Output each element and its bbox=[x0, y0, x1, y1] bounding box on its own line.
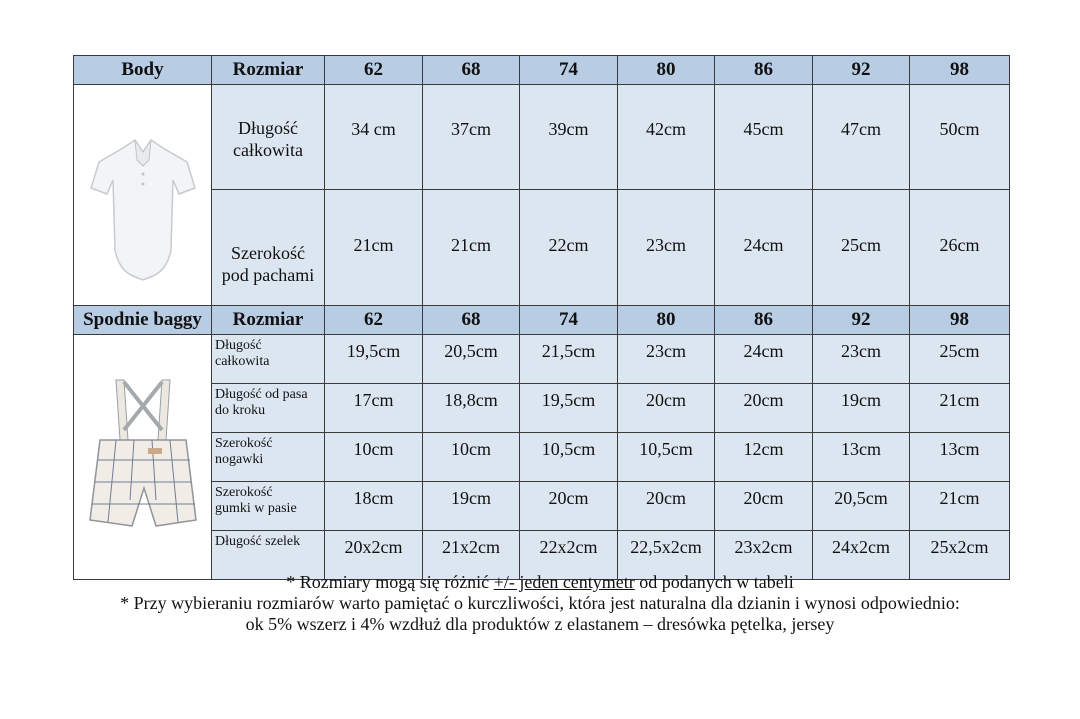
table-cell: 20cm bbox=[618, 482, 715, 531]
table-cell: 19,5cm bbox=[520, 384, 618, 433]
table-cell: 23cm bbox=[618, 335, 715, 384]
body-size-header: Rozmiar bbox=[212, 56, 325, 85]
pants-size-table bbox=[73, 305, 1010, 580]
baggy-shorts-icon bbox=[78, 370, 208, 545]
table-cell: 50cm bbox=[910, 85, 1010, 190]
row-label: Długość całkowita bbox=[212, 85, 325, 190]
table-cell: 25cm bbox=[910, 335, 1010, 384]
table-cell: 10,5cm bbox=[618, 433, 715, 482]
table-cell: 10cm bbox=[325, 433, 423, 482]
table-cell: 13cm bbox=[813, 433, 910, 482]
table-cell: 24cm bbox=[715, 335, 813, 384]
table-cell: 23cm bbox=[618, 190, 715, 335]
body-size-table bbox=[73, 55, 1010, 335]
size-header: 74 bbox=[520, 56, 618, 85]
table-cell: 24cm bbox=[715, 190, 813, 335]
table-cell: 45cm bbox=[715, 85, 813, 190]
size-header: 80 bbox=[618, 56, 715, 85]
size-header: 98 bbox=[910, 56, 1010, 85]
note-line-2: * Przy wybieraniu rozmiarów warto pamiętać o kurczliwości, która jest naturalna dla dzianin i wynosi odpowiednio: bbox=[120, 593, 960, 613]
row-label: Szerokość pod pachami bbox=[212, 190, 325, 335]
size-header: 92 bbox=[813, 56, 910, 85]
bodysuit-icon bbox=[83, 130, 203, 290]
note-underlined-text: +/- jeden centymetr bbox=[493, 572, 635, 592]
table-row bbox=[74, 482, 1010, 531]
table-cell: 21cm bbox=[910, 482, 1010, 531]
table-cell: 21cm bbox=[423, 190, 520, 335]
size-header: 86 bbox=[715, 56, 813, 85]
table-cell: 10,5cm bbox=[520, 433, 618, 482]
table-cell: 22,5x2cm bbox=[618, 531, 715, 580]
table-cell: 20x2cm bbox=[325, 531, 423, 580]
row-label: Długość szelek bbox=[212, 531, 325, 580]
size-header: 98 bbox=[910, 306, 1010, 335]
table-cell: 22x2cm bbox=[520, 531, 618, 580]
size-notes bbox=[0, 572, 1080, 635]
table-cell: 20cm bbox=[715, 482, 813, 531]
note-line-1: * Rozmiary mogą się różnić +/- jeden centymetr od podanych w tabeli bbox=[286, 572, 794, 592]
table-cell: 18cm bbox=[325, 482, 423, 531]
table-cell: 20,5cm bbox=[813, 482, 910, 531]
table-cell: 13cm bbox=[910, 433, 1010, 482]
table-cell: 19,5cm bbox=[325, 335, 423, 384]
table-cell: 20cm bbox=[618, 384, 715, 433]
baggy-shorts-image bbox=[74, 335, 212, 580]
table-cell: 25x2cm bbox=[910, 531, 1010, 580]
table-cell: 18,8cm bbox=[423, 384, 520, 433]
table-row bbox=[74, 384, 1010, 433]
table-cell: 25cm bbox=[813, 190, 910, 335]
table-cell: 19cm bbox=[813, 384, 910, 433]
table-cell: 12cm bbox=[715, 433, 813, 482]
table-cell: 42cm bbox=[618, 85, 715, 190]
table-cell: 21,5cm bbox=[520, 335, 618, 384]
table-cell: 22cm bbox=[520, 190, 618, 335]
table-cell: 39cm bbox=[520, 85, 618, 190]
table-cell: 26cm bbox=[910, 190, 1010, 335]
table-cell: 21cm bbox=[325, 190, 423, 335]
size-header: 92 bbox=[813, 306, 910, 335]
size-header: 86 bbox=[715, 306, 813, 335]
table-cell: 20cm bbox=[715, 384, 813, 433]
row-label: Długość całkowita bbox=[212, 335, 325, 384]
bodysuit-image bbox=[74, 85, 212, 335]
pants-title: Spodnie baggy bbox=[74, 306, 212, 335]
table-cell: 20cm bbox=[520, 482, 618, 531]
table-row bbox=[74, 85, 1010, 190]
table-cell: 17cm bbox=[325, 384, 423, 433]
size-header: 68 bbox=[423, 306, 520, 335]
row-label: Szerokość nogawki bbox=[212, 433, 325, 482]
table-cell: 24x2cm bbox=[813, 531, 910, 580]
pants-header-row bbox=[74, 306, 1010, 335]
table-cell: 47cm bbox=[813, 85, 910, 190]
body-title: Body bbox=[74, 56, 212, 85]
table-cell: 21x2cm bbox=[423, 531, 520, 580]
table-cell: 37cm bbox=[423, 85, 520, 190]
size-header: 80 bbox=[618, 306, 715, 335]
row-label: Szerokość gumki w pasie bbox=[212, 482, 325, 531]
table-cell: 19cm bbox=[423, 482, 520, 531]
table-cell: 23cm bbox=[813, 335, 910, 384]
table-cell: 23x2cm bbox=[715, 531, 813, 580]
size-header: 74 bbox=[520, 306, 618, 335]
table-row bbox=[74, 433, 1010, 482]
size-header: 62 bbox=[325, 56, 423, 85]
row-label: Długość od pasa do kroku bbox=[212, 384, 325, 433]
table-cell: 10cm bbox=[423, 433, 520, 482]
note-line-3: ok 5% wszerz i 4% wzdłuż dla produktów z elastanem – dresówka pętelka, jersey bbox=[245, 614, 835, 634]
size-header: 68 bbox=[423, 56, 520, 85]
size-header: 62 bbox=[325, 306, 423, 335]
table-cell: 20,5cm bbox=[423, 335, 520, 384]
table-cell: 34 cm bbox=[325, 85, 423, 190]
table-cell: 21cm bbox=[910, 384, 1010, 433]
body-header-row bbox=[74, 56, 1010, 85]
table-row bbox=[74, 335, 1010, 384]
pants-size-header: Rozmiar bbox=[212, 306, 325, 335]
